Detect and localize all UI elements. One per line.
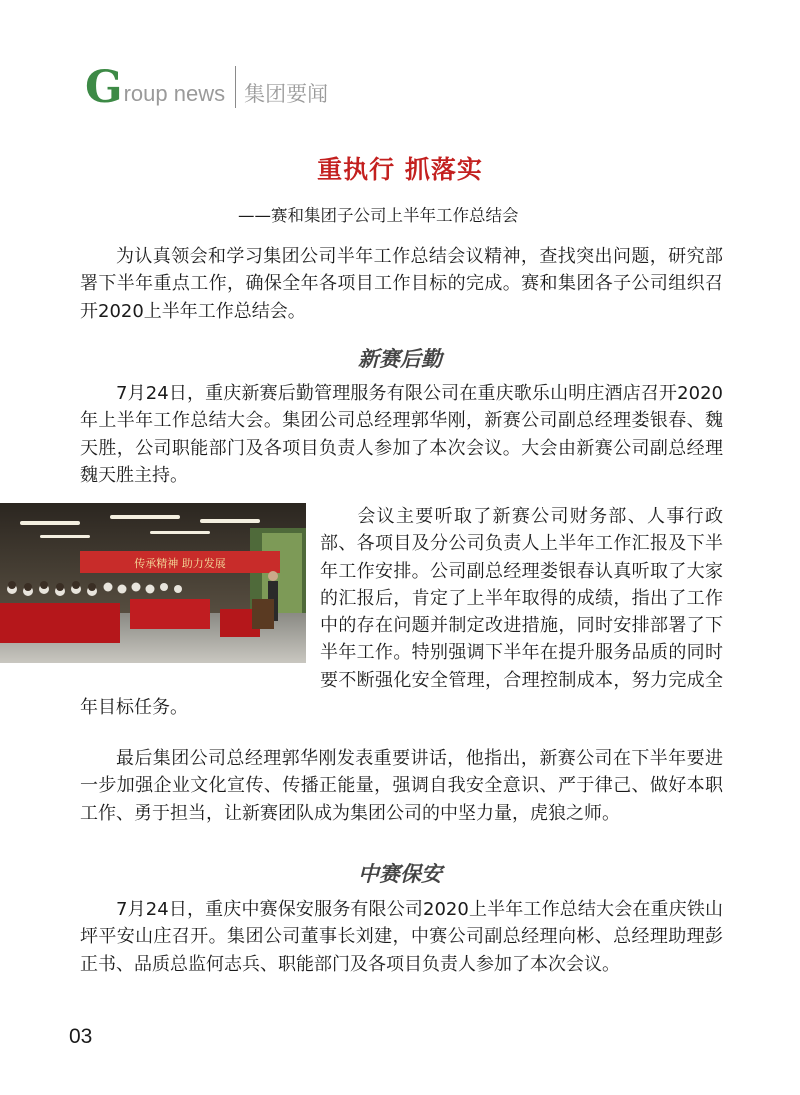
section-heading-zhongsai: 中赛保安 xyxy=(358,862,442,886)
xinsai-paragraph-2-wrap xyxy=(80,503,723,721)
page-header xyxy=(85,62,329,113)
intro-paragraph: 为认真领会和学习集团公司半年工作总结会议精神，查找突出问题，研究部署下半年重点工作，确保全年各项目工作目标的完成。赛和集团各子公司组织召开2020上半年工作总结会。 xyxy=(80,246,723,322)
header-logo-text: roup news xyxy=(123,81,226,106)
xinsai-paragraph-1: 7月24日，重庆新赛后勤管理服务有限公司在重庆歌乐山明庄酒店召开2020年上半年工作总结大会。集团公司总经理郭华刚，新赛公司副总经理娄银春、魏天胜，公司职能部门及各项目负责人参加了本次会议。大会由新赛公司副总经理魏天胜主持。 xyxy=(80,383,723,486)
photo-banner-text: 传承精神 助力发展 xyxy=(134,557,226,570)
meeting-photo xyxy=(0,503,306,663)
article-title: 重执行 抓落实 xyxy=(317,155,483,184)
header-logo-letter: G xyxy=(85,62,123,113)
section-heading-xinsai: 新赛后勤 xyxy=(358,347,442,371)
xinsai-paragraph-3: 最后集团公司总经理郭华刚发表重要讲话，他指出，新赛公司在下半年要进一步加强企业文化宣传、传播正能量，强调自我安全意识、严于律己、做好本职工作、勇于担当，让新赛团队成为集团公司的中坚力量，虎狼之师。 xyxy=(80,748,723,824)
article-subtitle: ——赛和集团子公司上半年工作总结会 xyxy=(238,206,519,225)
zhongsai-paragraph-1: 7月24日，重庆中赛保安服务有限公司2020上半年工作总结大会在重庆铁山坪平安山庄召开。集团公司董事长刘建，中赛公司副总经理向彬、总经理助理彭正书、品质总监何志兵、职能部门及各项目负责人参加了本次会议。 xyxy=(80,899,723,975)
header-section-name: 集团要闻 xyxy=(244,82,329,106)
xinsai-paragraph-2: 会议主要听取了新赛公司财务部、人事行政部、各项目及分公司负责人上半年工作汇报及下半年工作安排。公司副总经理娄银春认真听取了大家的汇报后，肯定了上半年取得的成绩，指出了工作中的存在问题并制定改进措施，同时安排部署了下半年工作。特别强调下半年在提升服务品质的同时要不断强化安全管理，合理控制成本，努力完成全年目标任务。 xyxy=(80,506,723,719)
page-number: 03 xyxy=(69,1025,93,1048)
header-divider xyxy=(235,66,236,108)
